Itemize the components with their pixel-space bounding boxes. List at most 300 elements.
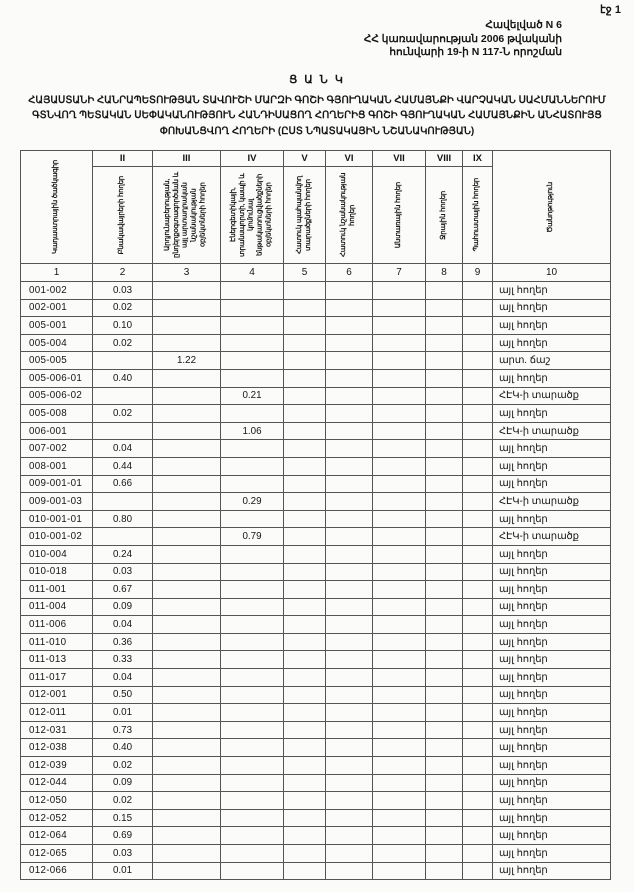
row-value-col-4 bbox=[221, 721, 284, 739]
row-value-col-3 bbox=[153, 633, 221, 651]
row-cadastral-code: 011-001 bbox=[21, 581, 93, 599]
row-cadastral-code: 005-006-02 bbox=[21, 387, 93, 405]
row-value-col-8 bbox=[426, 545, 463, 563]
row-cadastral-code: 011-004 bbox=[21, 598, 93, 616]
column-label-wrap bbox=[463, 167, 492, 263]
row-value-col-3 bbox=[153, 757, 221, 775]
row-value-col-5 bbox=[284, 387, 326, 405]
row-value-col-3 bbox=[153, 387, 221, 405]
row-value-col-7 bbox=[373, 475, 426, 493]
row-note: այլ հողեր bbox=[493, 369, 611, 387]
table-row bbox=[21, 827, 611, 845]
row-value-col-4 bbox=[221, 739, 284, 757]
row-value-col-4 bbox=[221, 651, 284, 669]
row-value-col-9 bbox=[463, 493, 493, 511]
appendix-reference bbox=[0, 0, 634, 60]
table-row bbox=[21, 369, 611, 387]
row-value-col-8 bbox=[426, 739, 463, 757]
table-row bbox=[21, 669, 611, 687]
row-value-col-7 bbox=[373, 317, 426, 335]
row-value-col-6 bbox=[326, 510, 373, 528]
row-value-col-4 bbox=[221, 475, 284, 493]
column-number: 3 bbox=[153, 264, 221, 282]
row-value-col-8 bbox=[426, 827, 463, 845]
row-value-col-7 bbox=[373, 387, 426, 405]
row-value-col-2: 0.40 bbox=[93, 369, 153, 387]
row-value-col-2: 0.02 bbox=[93, 792, 153, 810]
column-number: 9 bbox=[463, 264, 493, 282]
row-value-col-6 bbox=[326, 845, 373, 863]
row-value-col-7 bbox=[373, 422, 426, 440]
row-value-col-3 bbox=[153, 581, 221, 599]
table-row bbox=[21, 457, 611, 475]
row-value-col-7 bbox=[373, 405, 426, 423]
column-numeral: III bbox=[153, 151, 220, 167]
row-value-col-9 bbox=[463, 422, 493, 440]
row-note: այլ հողեր bbox=[493, 757, 611, 775]
row-value-col-6 bbox=[326, 774, 373, 792]
row-cadastral-code: 001-002 bbox=[21, 282, 93, 300]
document-heading: Ց Ա Ն Կ bbox=[289, 73, 345, 86]
table-row bbox=[21, 422, 611, 440]
column-header-inner bbox=[463, 151, 492, 263]
row-cadastral-code: 007-002 bbox=[21, 440, 93, 458]
header-row bbox=[21, 151, 611, 264]
table-row bbox=[21, 510, 611, 528]
row-value-col-7 bbox=[373, 739, 426, 757]
row-cadastral-code: 012-011 bbox=[21, 704, 93, 722]
row-value-col-9 bbox=[463, 581, 493, 599]
appendix-line: ՀՀ կառավարության 2006 թվականի bbox=[363, 32, 562, 45]
column-label-wrap bbox=[426, 167, 462, 263]
row-value-col-8 bbox=[426, 686, 463, 704]
row-value-col-9 bbox=[463, 299, 493, 317]
row-value-col-4 bbox=[221, 299, 284, 317]
row-value-col-3 bbox=[153, 369, 221, 387]
row-value-col-6 bbox=[326, 669, 373, 687]
row-cadastral-code: 012-039 bbox=[21, 757, 93, 775]
row-value-col-7 bbox=[373, 845, 426, 863]
column-label-wrap bbox=[221, 167, 283, 263]
column-header-5 bbox=[284, 151, 326, 264]
row-value-col-8 bbox=[426, 792, 463, 810]
column-header-inner bbox=[326, 151, 372, 263]
row-cadastral-code: 010-001-02 bbox=[21, 528, 93, 546]
column-label-wrap bbox=[21, 151, 92, 263]
row-value-col-4 bbox=[221, 792, 284, 810]
column-numeral: VIII bbox=[426, 151, 462, 167]
row-value-col-4 bbox=[221, 352, 284, 370]
row-value-col-6 bbox=[326, 299, 373, 317]
column-label: Բնակավայրերի հողեր bbox=[118, 175, 126, 255]
row-value-col-8 bbox=[426, 352, 463, 370]
row-value-col-9 bbox=[463, 809, 493, 827]
row-note: այլ հողեր bbox=[493, 845, 611, 863]
row-value-col-4: 0.21 bbox=[221, 387, 284, 405]
table-row bbox=[21, 704, 611, 722]
column-label: Պահուստային հողեր bbox=[473, 178, 481, 252]
row-value-col-9 bbox=[463, 317, 493, 335]
row-value-col-7 bbox=[373, 581, 426, 599]
row-value-col-2: 0.03 bbox=[93, 845, 153, 863]
row-value-col-3 bbox=[153, 704, 221, 722]
row-cadastral-code: 005-005 bbox=[21, 352, 93, 370]
row-value-col-5 bbox=[284, 704, 326, 722]
row-value-col-4 bbox=[221, 545, 284, 563]
row-value-col-4 bbox=[221, 774, 284, 792]
row-value-col-5 bbox=[284, 616, 326, 634]
column-header-inner bbox=[373, 151, 425, 263]
row-value-col-2: 0.15 bbox=[93, 809, 153, 827]
row-value-col-3 bbox=[153, 809, 221, 827]
table-row bbox=[21, 405, 611, 423]
row-value-col-9 bbox=[463, 633, 493, 651]
column-numeral: VI bbox=[326, 151, 372, 167]
row-cadastral-code: 009-001-03 bbox=[21, 493, 93, 511]
row-note: այլ հողեր bbox=[493, 405, 611, 423]
row-note: ՀԷԿ-ի տարածք bbox=[493, 422, 611, 440]
column-header-10 bbox=[493, 151, 611, 264]
row-value-col-2: 0.02 bbox=[93, 405, 153, 423]
table-header bbox=[21, 151, 611, 282]
row-value-col-8 bbox=[426, 475, 463, 493]
row-value-col-4 bbox=[221, 317, 284, 335]
row-value-col-9 bbox=[463, 369, 493, 387]
row-value-col-8 bbox=[426, 563, 463, 581]
row-value-col-2: 0.04 bbox=[93, 669, 153, 687]
column-numeral: VII bbox=[373, 151, 425, 167]
column-numeral: II bbox=[93, 151, 152, 167]
row-note: այլ հողեր bbox=[493, 669, 611, 687]
table-row bbox=[21, 581, 611, 599]
row-value-col-4 bbox=[221, 757, 284, 775]
row-value-col-6 bbox=[326, 721, 373, 739]
row-note: այլ հողեր bbox=[493, 598, 611, 616]
row-value-col-2: 0.80 bbox=[93, 510, 153, 528]
row-value-col-4 bbox=[221, 440, 284, 458]
row-cadastral-code: 005-008 bbox=[21, 405, 93, 423]
row-value-col-6 bbox=[326, 440, 373, 458]
row-value-col-8 bbox=[426, 387, 463, 405]
row-value-col-7 bbox=[373, 457, 426, 475]
column-header-8 bbox=[426, 151, 463, 264]
row-note: այլ հողեր bbox=[493, 827, 611, 845]
row-value-col-7 bbox=[373, 369, 426, 387]
row-note: այլ հողեր bbox=[493, 651, 611, 669]
column-label-wrap bbox=[284, 167, 325, 263]
row-value-col-5 bbox=[284, 369, 326, 387]
row-value-col-5 bbox=[284, 721, 326, 739]
row-note: ՀԷԿ-ի տարածք bbox=[493, 387, 611, 405]
table-row bbox=[21, 774, 611, 792]
row-value-col-7 bbox=[373, 299, 426, 317]
row-value-col-5 bbox=[284, 440, 326, 458]
table-row bbox=[21, 616, 611, 634]
row-note: այլ հողեր bbox=[493, 317, 611, 335]
row-value-col-3 bbox=[153, 457, 221, 475]
row-value-col-8 bbox=[426, 845, 463, 863]
table-row bbox=[21, 528, 611, 546]
column-label-wrap bbox=[93, 167, 152, 263]
row-value-col-9 bbox=[463, 475, 493, 493]
column-label-wrap bbox=[153, 167, 220, 263]
row-note: այլ հողեր bbox=[493, 862, 611, 880]
row-value-col-5 bbox=[284, 334, 326, 352]
row-value-col-2 bbox=[93, 387, 153, 405]
row-value-col-2: 0.04 bbox=[93, 440, 153, 458]
table-body bbox=[21, 282, 611, 880]
row-value-col-2 bbox=[93, 528, 153, 546]
table-row bbox=[21, 317, 611, 335]
row-value-col-5 bbox=[284, 827, 326, 845]
column-label-wrap bbox=[493, 151, 610, 263]
row-value-col-9 bbox=[463, 669, 493, 687]
table-row bbox=[21, 845, 611, 863]
row-value-col-2: 0.02 bbox=[93, 757, 153, 775]
row-value-col-6 bbox=[326, 686, 373, 704]
row-note: արտ. ճաշ bbox=[493, 352, 611, 370]
row-value-col-6 bbox=[326, 633, 373, 651]
row-value-col-3 bbox=[153, 528, 221, 546]
row-value-col-5 bbox=[284, 528, 326, 546]
column-header-2 bbox=[93, 151, 153, 264]
row-value-col-3 bbox=[153, 563, 221, 581]
row-value-col-4 bbox=[221, 334, 284, 352]
row-value-col-8 bbox=[426, 669, 463, 687]
table-row bbox=[21, 282, 611, 300]
row-value-col-8 bbox=[426, 369, 463, 387]
row-value-col-2: 0.04 bbox=[93, 616, 153, 634]
row-value-col-8 bbox=[426, 457, 463, 475]
row-value-col-9 bbox=[463, 774, 493, 792]
row-value-col-8 bbox=[426, 774, 463, 792]
row-value-col-5 bbox=[284, 422, 326, 440]
row-cadastral-code: 006-001 bbox=[21, 422, 93, 440]
row-value-col-9 bbox=[463, 845, 493, 863]
row-note: այլ հողեր bbox=[493, 475, 611, 493]
row-value-col-8 bbox=[426, 721, 463, 739]
row-value-col-4 bbox=[221, 616, 284, 634]
row-value-col-3 bbox=[153, 862, 221, 880]
row-value-col-3 bbox=[153, 721, 221, 739]
row-note: ՀԷԿ-ի տարածք bbox=[493, 493, 611, 511]
row-value-col-6 bbox=[326, 739, 373, 757]
row-value-col-3 bbox=[153, 422, 221, 440]
row-value-col-3 bbox=[153, 739, 221, 757]
column-label-wrap bbox=[326, 167, 372, 263]
column-label: Արդյունաբերության, ընդերքօգտագործման և այլ արտադրական նշանակության օբյեկտների հողեր bbox=[164, 172, 207, 258]
table-row bbox=[21, 809, 611, 827]
row-value-col-8 bbox=[426, 704, 463, 722]
row-value-col-2: 0.03 bbox=[93, 563, 153, 581]
row-value-col-4 bbox=[221, 581, 284, 599]
row-value-col-4 bbox=[221, 809, 284, 827]
row-value-col-9 bbox=[463, 739, 493, 757]
row-value-col-7 bbox=[373, 334, 426, 352]
page-number: էջ 1 bbox=[600, 4, 621, 16]
column-number-row bbox=[21, 264, 611, 282]
row-value-col-7 bbox=[373, 669, 426, 687]
row-value-col-3 bbox=[153, 493, 221, 511]
row-note: այլ հողեր bbox=[493, 616, 611, 634]
row-value-col-9 bbox=[463, 792, 493, 810]
row-value-col-5 bbox=[284, 862, 326, 880]
row-value-col-6 bbox=[326, 493, 373, 511]
row-value-col-6 bbox=[326, 598, 373, 616]
table-row bbox=[21, 721, 611, 739]
row-value-col-4 bbox=[221, 704, 284, 722]
row-value-col-6 bbox=[326, 528, 373, 546]
row-value-col-4 bbox=[221, 457, 284, 475]
row-cadastral-code: 012-065 bbox=[21, 845, 93, 863]
row-note: այլ հողեր bbox=[493, 563, 611, 581]
row-value-col-8 bbox=[426, 299, 463, 317]
row-value-col-7 bbox=[373, 792, 426, 810]
table-row bbox=[21, 334, 611, 352]
row-value-col-6 bbox=[326, 704, 373, 722]
table-row bbox=[21, 862, 611, 880]
row-value-col-2: 0.09 bbox=[93, 598, 153, 616]
column-number: 8 bbox=[426, 264, 463, 282]
row-value-col-3 bbox=[153, 616, 221, 634]
row-value-col-3 bbox=[153, 282, 221, 300]
row-value-col-4 bbox=[221, 827, 284, 845]
row-note: այլ հողեր bbox=[493, 774, 611, 792]
row-value-col-6 bbox=[326, 792, 373, 810]
row-value-col-9 bbox=[463, 387, 493, 405]
row-value-col-3 bbox=[153, 510, 221, 528]
row-value-col-8 bbox=[426, 422, 463, 440]
row-value-col-9 bbox=[463, 334, 493, 352]
table-row bbox=[21, 475, 611, 493]
row-value-col-8 bbox=[426, 334, 463, 352]
row-cadastral-code: 012-031 bbox=[21, 721, 93, 739]
column-label-wrap bbox=[373, 167, 425, 263]
row-note: այլ հողեր bbox=[493, 457, 611, 475]
column-header-1 bbox=[21, 151, 93, 264]
row-value-col-9 bbox=[463, 457, 493, 475]
row-cadastral-code: 012-064 bbox=[21, 827, 93, 845]
row-value-col-5 bbox=[284, 792, 326, 810]
row-value-col-7 bbox=[373, 528, 426, 546]
row-note: այլ հողեր bbox=[493, 809, 611, 827]
table-row bbox=[21, 493, 611, 511]
row-cadastral-code: 012-038 bbox=[21, 739, 93, 757]
row-cadastral-code: 005-004 bbox=[21, 334, 93, 352]
row-value-col-5 bbox=[284, 493, 326, 511]
row-value-col-4: 0.79 bbox=[221, 528, 284, 546]
table-row bbox=[21, 633, 611, 651]
row-value-col-2: 0.40 bbox=[93, 739, 153, 757]
column-header-9 bbox=[463, 151, 493, 264]
row-value-col-6 bbox=[326, 352, 373, 370]
row-value-col-5 bbox=[284, 299, 326, 317]
row-value-col-5 bbox=[284, 457, 326, 475]
row-value-col-7 bbox=[373, 282, 426, 300]
column-number: 6 bbox=[326, 264, 373, 282]
row-value-col-8 bbox=[426, 809, 463, 827]
column-label: Ծանոթություն bbox=[547, 181, 555, 233]
row-cadastral-code: 012-050 bbox=[21, 792, 93, 810]
column-header-inner bbox=[493, 151, 610, 263]
row-value-col-7 bbox=[373, 616, 426, 634]
row-note: այլ հողեր bbox=[493, 633, 611, 651]
row-value-col-7 bbox=[373, 545, 426, 563]
row-value-col-4 bbox=[221, 598, 284, 616]
row-value-col-5 bbox=[284, 809, 326, 827]
column-header-inner bbox=[284, 151, 325, 263]
row-value-col-2: 0.50 bbox=[93, 686, 153, 704]
table-row bbox=[21, 387, 611, 405]
row-value-col-7 bbox=[373, 493, 426, 511]
row-value-col-2 bbox=[93, 422, 153, 440]
column-header-4 bbox=[221, 151, 284, 264]
row-note: այլ հողեր bbox=[493, 704, 611, 722]
row-value-col-2 bbox=[93, 493, 153, 511]
row-value-col-8 bbox=[426, 317, 463, 335]
row-value-col-4: 1.06 bbox=[221, 422, 284, 440]
row-value-col-8 bbox=[426, 510, 463, 528]
row-value-col-6 bbox=[326, 422, 373, 440]
row-value-col-5 bbox=[284, 757, 326, 775]
row-value-col-9 bbox=[463, 721, 493, 739]
column-label: Հատուկ նշանակության հողեր bbox=[340, 172, 356, 258]
column-header-7 bbox=[373, 151, 426, 264]
row-cadastral-code: 010-004 bbox=[21, 545, 93, 563]
row-value-col-3 bbox=[153, 334, 221, 352]
row-value-col-6 bbox=[326, 475, 373, 493]
row-value-col-9 bbox=[463, 282, 493, 300]
row-value-col-3 bbox=[153, 845, 221, 863]
table-row bbox=[21, 686, 611, 704]
row-value-col-2: 0.02 bbox=[93, 334, 153, 352]
row-cadastral-code: 012-044 bbox=[21, 774, 93, 792]
row-value-col-6 bbox=[326, 317, 373, 335]
row-value-col-6 bbox=[326, 862, 373, 880]
row-value-col-6 bbox=[326, 405, 373, 423]
row-cadastral-code: 010-001-01 bbox=[21, 510, 93, 528]
row-value-col-9 bbox=[463, 616, 493, 634]
table-row bbox=[21, 598, 611, 616]
column-header-6 bbox=[326, 151, 373, 264]
row-value-col-2: 0.01 bbox=[93, 704, 153, 722]
column-numeral: IX bbox=[463, 151, 492, 167]
row-value-col-7 bbox=[373, 563, 426, 581]
column-header-inner bbox=[21, 151, 92, 263]
row-value-col-6 bbox=[326, 457, 373, 475]
row-value-col-4 bbox=[221, 669, 284, 687]
row-value-col-6 bbox=[326, 334, 373, 352]
row-value-col-5 bbox=[284, 739, 326, 757]
row-value-col-9 bbox=[463, 757, 493, 775]
row-value-col-8 bbox=[426, 598, 463, 616]
column-label: Հատուկ պահպանվող տարածքների հողեր bbox=[295, 176, 312, 254]
table-row bbox=[21, 792, 611, 810]
row-value-col-4 bbox=[221, 862, 284, 880]
row-value-col-6 bbox=[326, 757, 373, 775]
row-value-col-8 bbox=[426, 633, 463, 651]
row-value-col-2: 0.69 bbox=[93, 827, 153, 845]
row-value-col-9 bbox=[463, 704, 493, 722]
row-note: այլ հողեր bbox=[493, 581, 611, 599]
row-value-col-5 bbox=[284, 633, 326, 651]
row-cadastral-code: 011-010 bbox=[21, 633, 93, 651]
row-value-col-3 bbox=[153, 475, 221, 493]
row-value-col-7 bbox=[373, 651, 426, 669]
row-value-col-3 bbox=[153, 299, 221, 317]
table-row bbox=[21, 651, 611, 669]
row-cadastral-code: 005-006-01 bbox=[21, 369, 93, 387]
